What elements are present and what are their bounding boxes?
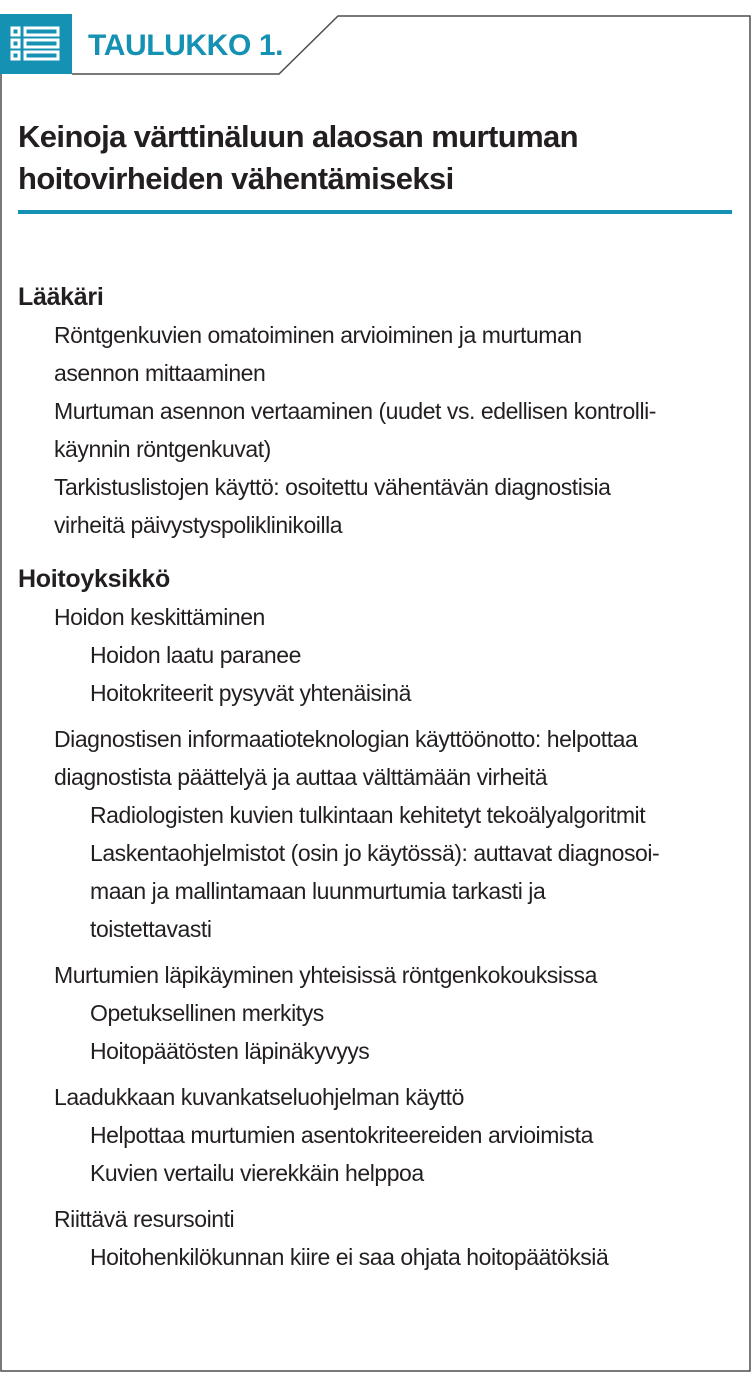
sub-item xyxy=(90,1116,734,1154)
list-item-line: virheitä päivystyspoliklinikoilla xyxy=(54,512,343,538)
section-laakari xyxy=(18,278,734,544)
sub-item xyxy=(90,636,734,674)
list-item xyxy=(54,392,734,468)
list-item xyxy=(54,316,734,392)
sub-item-line: maan ja mallintamaan luunmurtumia tarkasti ja xyxy=(90,878,546,904)
sub-item-line: Laskentaohjelmistot (osin jo käytössä): auttavat diagnosoi- xyxy=(90,840,660,866)
list-item xyxy=(54,720,734,796)
section-heading: Hoitoyksikkö xyxy=(18,565,171,593)
section-hoitoyksikko xyxy=(18,560,734,1276)
list-item xyxy=(54,956,734,994)
sub-item-line: Helpottaa murtumien asentokriteereiden arvioimista xyxy=(90,1122,593,1148)
list-item-line: Diagnostisen informaatioteknologian käyttöönotto: helpottaa xyxy=(54,726,638,752)
title-divider xyxy=(18,210,732,214)
sub-item-line: Kuvien vertailu vierekkäin helppoa xyxy=(90,1160,424,1186)
table-content xyxy=(18,278,734,1276)
sub-item-line: Radiologisten kuvien tulkintaan kehitetyt tekoälyalgoritmit xyxy=(90,802,646,828)
sub-item xyxy=(90,834,734,948)
section-heading: Lääkäri xyxy=(18,283,104,311)
sub-item-line: Hoidon laatu paranee xyxy=(90,642,301,668)
list-item xyxy=(54,468,734,544)
list-item-line: Laadukkaan kuvankatseluohjelman käyttö xyxy=(54,1084,464,1110)
table-title-line-1: Keinoja värttinäluun alaosan murtuman xyxy=(18,119,579,154)
table-title xyxy=(18,116,732,200)
list-item-line: käynnin röntgenkuvat) xyxy=(54,436,271,462)
list-item xyxy=(54,598,734,636)
sub-item xyxy=(90,1154,734,1192)
list-item xyxy=(54,1078,734,1116)
list-item-line: Riittävä resursointi xyxy=(54,1206,235,1232)
sub-item-line: toistettavasti xyxy=(90,916,212,942)
list-item-line: Hoidon keskittäminen xyxy=(54,604,265,630)
list-item-line: Murtumien läpikäyminen yhteisissä röntgenkokouksissa xyxy=(54,962,597,988)
sub-item xyxy=(90,796,734,834)
list-item-line: Murtuman asennon vertaaminen (uudet vs. edellisen kontrolli- xyxy=(54,398,656,424)
sub-item xyxy=(90,1032,734,1070)
table-list-icon xyxy=(0,14,72,74)
sub-item xyxy=(90,994,734,1032)
list-item-line: Tarkistuslistojen käyttö: osoitettu vähentävän diagnostisia xyxy=(54,474,611,500)
sub-item-line: Opetuksellinen merkitys xyxy=(90,1000,324,1026)
list-item xyxy=(54,1200,734,1238)
sub-item-line: Hoitokriteerit pysyvät yhtenäisinä xyxy=(90,680,411,706)
sub-item-line: Hoitopäätösten läpinäkyvyys xyxy=(90,1038,370,1064)
sub-item xyxy=(90,674,734,712)
list-item-line: asennon mittaaminen xyxy=(54,360,266,386)
sub-item-line: Hoitohenkilökunnan kiire ei saa ohjata hoitopäätöksiä xyxy=(90,1244,609,1270)
table-label: TAULUKKO 1. xyxy=(88,29,284,62)
table-title-line-2: hoitovirheiden vähentämiseksi xyxy=(18,161,454,196)
sub-item xyxy=(90,1238,734,1276)
list-item-line: Röntgenkuvien omatoiminen arvioiminen ja murtuman xyxy=(54,322,582,348)
list-item-line: diagnostista päättelyä ja auttaa välttämään virheitä xyxy=(54,764,548,790)
